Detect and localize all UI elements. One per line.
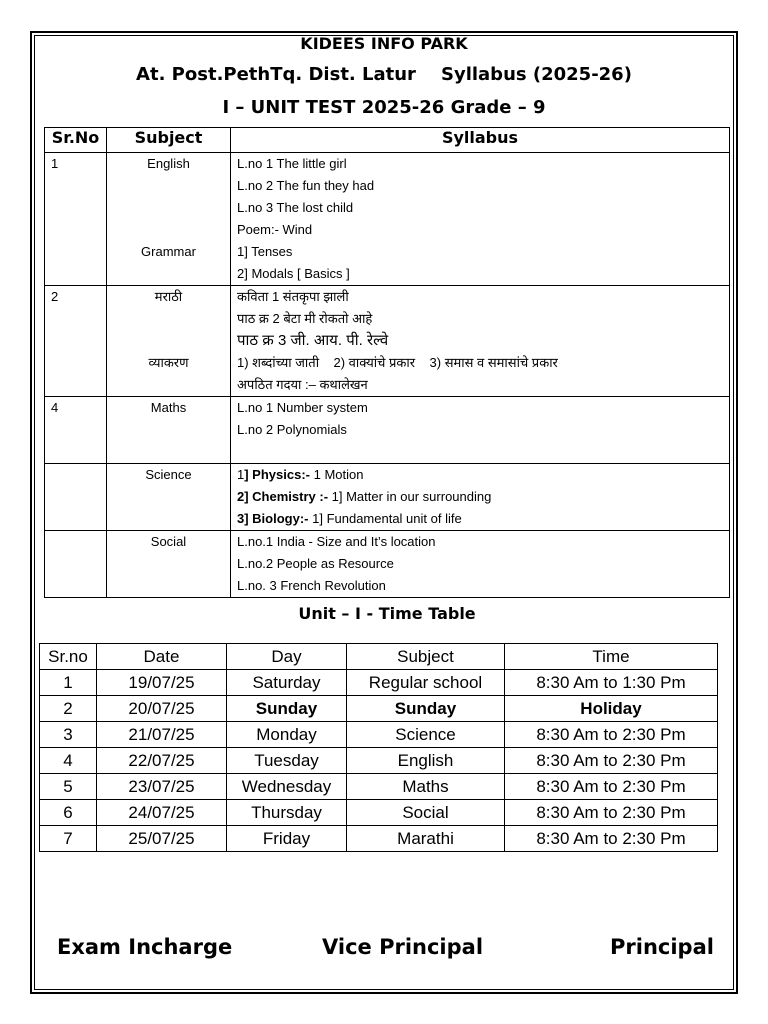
syllabus-row-social <box>45 531 730 598</box>
table-row <box>40 748 718 774</box>
table-cell: Wednesday <box>227 774 347 800</box>
syllabus-row-science <box>45 464 730 531</box>
column-header: Day <box>227 644 347 670</box>
subject-name: Science <box>145 467 192 482</box>
table-cell: 1 <box>40 670 97 696</box>
table-cell: 8:30 Am to 2:30 Pm <box>505 722 718 748</box>
syllabus-line: L.no.2 People as Resource <box>237 556 394 571</box>
timetable-header-row <box>40 644 718 670</box>
syllabus-line: 2] Chemistry :- 1] Matter in our surrounding <box>237 489 492 504</box>
table-row <box>40 670 718 696</box>
syllabus-line: L.no 2 The fun they had <box>237 178 375 193</box>
table-cell: 21/07/25 <box>97 722 227 748</box>
signature-principal: Principal <box>610 935 714 959</box>
table-row <box>40 696 718 722</box>
table-cell: 19/07/25 <box>97 670 227 696</box>
table-row <box>40 774 718 800</box>
address-syllabus-line: At. Post.PethTq. Dist. Latur Syllabus (2025-26) <box>136 64 632 85</box>
syllabus-line: 1] Tenses <box>237 244 293 259</box>
serial-number: 4 <box>51 400 59 415</box>
syllabus-line: 1) शब्दांच्या जाती 2) वाक्यांचे प्रकार 3) समास व समासांचे प्रकार <box>237 355 558 370</box>
table-cell: English <box>347 748 505 774</box>
subject-name: English <box>147 156 190 171</box>
table-cell: 6 <box>40 800 97 826</box>
syllabus-line: 3] Biology:- 1] Fundamental unit of life <box>237 511 462 526</box>
signature-exam-incharge: Exam Incharge <box>57 935 233 959</box>
exam-title: I – UNIT TEST 2025-26 Grade – 9 <box>222 97 546 118</box>
table-cell: 22/07/25 <box>97 748 227 774</box>
syllabus-line: L.no 1 Number system <box>237 400 368 415</box>
subject-name: Grammar <box>141 244 196 259</box>
syllabus-line: 1] Physics:- 1 Motion <box>237 467 364 482</box>
table-cell: Tuesday <box>227 748 347 774</box>
table-cell: 25/07/25 <box>97 826 227 852</box>
table-row <box>40 800 718 826</box>
table-row <box>40 722 718 748</box>
table-cell: Maths <box>347 774 505 800</box>
table-cell: 8:30 Am to 1:30 Pm <box>505 670 718 696</box>
serial-number: 2 <box>51 289 59 304</box>
table-cell: Saturday <box>227 670 347 696</box>
column-header: Sr.no <box>40 644 97 670</box>
syllabus-line: L.no. 3 French Revolution <box>237 578 386 593</box>
table-cell: 4 <box>40 748 97 774</box>
signature-vice-principal: Vice Principal <box>322 935 484 959</box>
syllabus-row-maths <box>45 397 730 464</box>
table-cell: 8:30 Am to 2:30 Pm <box>505 800 718 826</box>
syllabus-line: पाठ क्र 3 जी. आय. पी. रेल्वे <box>237 332 389 349</box>
syllabus-line: L.no 1 The little girl <box>237 156 347 171</box>
table-cell: Monday <box>227 722 347 748</box>
syllabus-line: L.no 2 Polynomials <box>237 422 347 437</box>
table-cell: Sunday <box>227 696 347 722</box>
table-cell: Friday <box>227 826 347 852</box>
syllabus-line: अपठित गदया :– कथालेखन <box>237 377 368 392</box>
table-cell: 20/07/25 <box>97 696 227 722</box>
table-cell: Thursday <box>227 800 347 826</box>
table-cell: Science <box>347 722 505 748</box>
table-cell: 24/07/25 <box>97 800 227 826</box>
syllabus-line: पाठ क्र 2 बेटा मी रोकतो आहे <box>237 311 373 326</box>
serial-number: 1 <box>51 156 59 171</box>
timetable <box>39 643 718 852</box>
table-cell: 23/07/25 <box>97 774 227 800</box>
table-cell: 3 <box>40 722 97 748</box>
table-cell: 2 <box>40 696 97 722</box>
column-header: Sr.No <box>45 128 107 153</box>
subject-name: मराठी <box>154 289 183 304</box>
table-cell: 5 <box>40 774 97 800</box>
table-cell: 8:30 Am to 2:30 Pm <box>505 748 718 774</box>
subject-name: Maths <box>150 400 187 415</box>
table-cell: 8:30 Am to 2:30 Pm <box>505 774 718 800</box>
table-cell: 8:30 Am to 2:30 Pm <box>505 826 718 852</box>
table-cell: Marathi <box>347 826 505 852</box>
column-header: Subject <box>107 128 231 153</box>
table-cell: 7 <box>40 826 97 852</box>
school-name: KIDEES INFO PARK <box>300 34 468 52</box>
column-header: Subject <box>347 644 505 670</box>
column-header: Syllabus <box>231 128 730 153</box>
syllabus-row-marathi <box>45 286 730 397</box>
table-cell: Regular school <box>347 670 505 696</box>
table-cell: Sunday <box>347 696 505 722</box>
syllabus-row-english <box>45 153 730 286</box>
table-row <box>40 826 718 852</box>
subject-name: Social <box>150 534 187 549</box>
syllabus-table <box>44 127 730 598</box>
syllabus-line: L.no 3 The lost child <box>237 200 354 215</box>
syllabus-header-row <box>45 128 730 153</box>
table-cell: Holiday <box>505 696 718 722</box>
column-header: Date <box>97 644 227 670</box>
syllabus-line: Poem:- Wind <box>237 222 313 237</box>
timetable-title: Unit – I - Time Table <box>298 604 476 623</box>
syllabus-line: 2] Modals [ Basics ] <box>237 266 350 281</box>
table-cell: Social <box>347 800 505 826</box>
syllabus-line: कविता 1 संतकृपा झाली <box>237 289 349 304</box>
subject-name: व्याकरण <box>148 355 189 370</box>
column-header: Time <box>505 644 718 670</box>
syllabus-line: L.no.1 India - Size and It’s location <box>237 534 436 549</box>
